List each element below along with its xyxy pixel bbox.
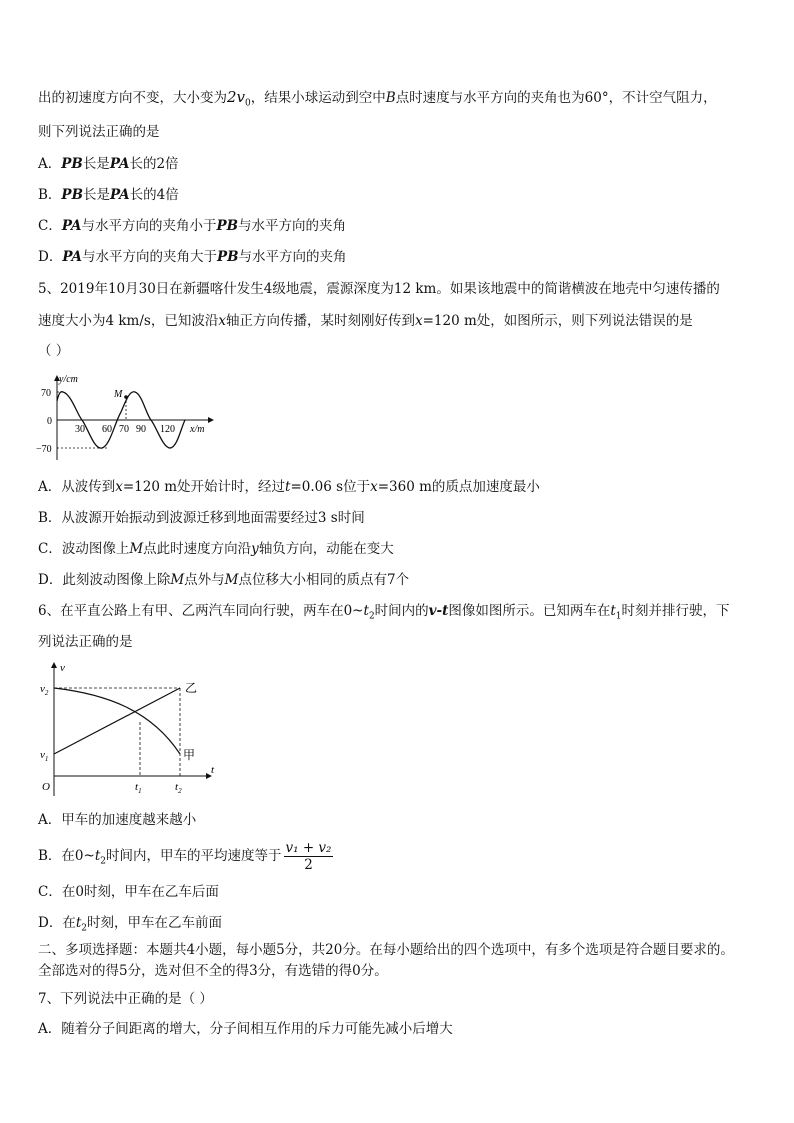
wave-xtick-30: 30 bbox=[75, 424, 85, 435]
q4-stem-line1: 出的初速度方向不变，大小变为$2v_0$，结果小球运动到空中B点时速度与水平方向的夹角也为60°，不计空气阻力， bbox=[38, 88, 717, 109]
q6-stem-line2: 列说法正确的是 bbox=[38, 634, 133, 650]
wave-xtick-120: 120 bbox=[160, 424, 175, 435]
q5-option-d[interactable]: D．此刻波动图像上除M点外与M点位移大小相同的质点有7个 bbox=[38, 572, 410, 588]
wave-xtick-90: 90 bbox=[136, 424, 146, 435]
vt-t1-label: $t_1$ bbox=[135, 781, 142, 795]
q5-option-a[interactable]: A．从波传到x=120 m处开始计时，经过t=0.06 s位于x=360 m的质点加速度最小 bbox=[38, 479, 540, 495]
wave-ytick-70: 70 bbox=[41, 388, 51, 399]
q7-option-a[interactable]: A．随着分子间距离的增大，分子间相互作用的斥力可能先减小后增大 bbox=[38, 1021, 453, 1037]
vt-label-yi: 乙 bbox=[185, 681, 198, 695]
vt-label-jia: 甲 bbox=[183, 748, 196, 762]
q6-option-d[interactable]: D．在$t_2$时刻，甲车在乙车前面 bbox=[38, 915, 222, 934]
q4-option-d[interactable]: D．PA与水平方向的夹角大于PB与水平方向的夹角 bbox=[38, 249, 347, 265]
q5-stem-line1: 5、2019年10月30日在新疆喀什发生4级地震，震源深度为12 km。如果该地震中的简谐横波在地壳中匀速传播的 bbox=[38, 281, 720, 297]
q6-option-b[interactable]: B．在$0\sim t_2$时间内，甲车的平均速度等于 $\frac{\text{v₁ + v₂}}{2}$ bbox=[38, 840, 332, 873]
vt-graph bbox=[36, 660, 226, 798]
q4-option-a[interactable]: A．PB长是PA长的2倍 bbox=[38, 156, 179, 172]
q4-option-c[interactable]: C．PA与水平方向的夹角小于PB与水平方向的夹角 bbox=[38, 218, 347, 234]
q7-stem: 7、下列说法中正确的是（ ） bbox=[38, 991, 213, 1007]
wave-xlabel: x/m bbox=[190, 424, 205, 435]
section2-heading-line2: 全部选对的得5分，选对但不全的得3分，有选错的得0分。 bbox=[38, 963, 388, 979]
wave-ytick-neg70: −70 bbox=[36, 444, 52, 455]
vt-v1-label: $v_1$ bbox=[40, 749, 49, 763]
vt-tlabel: t bbox=[211, 764, 215, 776]
q6-stem-line1: 6、在平直公路上有甲、乙两汽车同向行驶，两车在$0\sim t_2$时间内的v-t图像如图所示。已知两车在$t_1$时刻并排行驶，下 bbox=[38, 603, 730, 622]
q4-stem-line2: 则下列说法正确的是 bbox=[38, 124, 160, 140]
vt-origin: O bbox=[42, 781, 50, 793]
vt-t2-label: $t_2$ bbox=[175, 781, 182, 795]
wave-xtick-60: 60 bbox=[102, 424, 112, 435]
wave-point-m-label: M bbox=[114, 389, 123, 400]
q4-option-b[interactable]: B．PB长是PA长的4倍 bbox=[38, 187, 179, 203]
q5-option-b[interactable]: B．从波源开始振动到波源迁移到地面需要经过3 s时间 bbox=[38, 510, 365, 526]
q6-option-a[interactable]: A．甲车的加速度越来越小 bbox=[38, 812, 197, 828]
vt-line-yi bbox=[54, 688, 180, 754]
section2-heading-line1: 二、多项选择题：本题共4小题，每小题5分，共20分。在每小题给出的四个选项中，有多个选项是符合题目要求的。 bbox=[38, 942, 734, 958]
average-velocity-fraction: $\frac{\text{v₁ + v₂}}{2}$ bbox=[285, 840, 332, 873]
vt-vlabel: v bbox=[60, 662, 65, 674]
vt-v2-label: $v_2$ bbox=[40, 683, 49, 697]
q6-option-c[interactable]: C．在0时刻，甲车在乙车后面 bbox=[38, 884, 219, 900]
wave-ylabel: y/cm bbox=[59, 374, 78, 385]
q5-stem-line2: 速度大小为4 km/s，已知波沿x轴正方向传播，某时刻刚好传到x=120 m处，如图所示，则下列说法错误的是 bbox=[38, 313, 693, 329]
wave-graph bbox=[30, 370, 220, 462]
q5-option-c[interactable]: C．波动图像上M点此时速度方向沿y轴负方向，动能在变大 bbox=[38, 541, 394, 557]
wave-xtick-70: 70 bbox=[119, 424, 129, 435]
point-m-marker bbox=[124, 395, 128, 399]
wave-origin: 0 bbox=[47, 416, 52, 427]
q5-answer-paren: （ ） bbox=[38, 343, 70, 359]
